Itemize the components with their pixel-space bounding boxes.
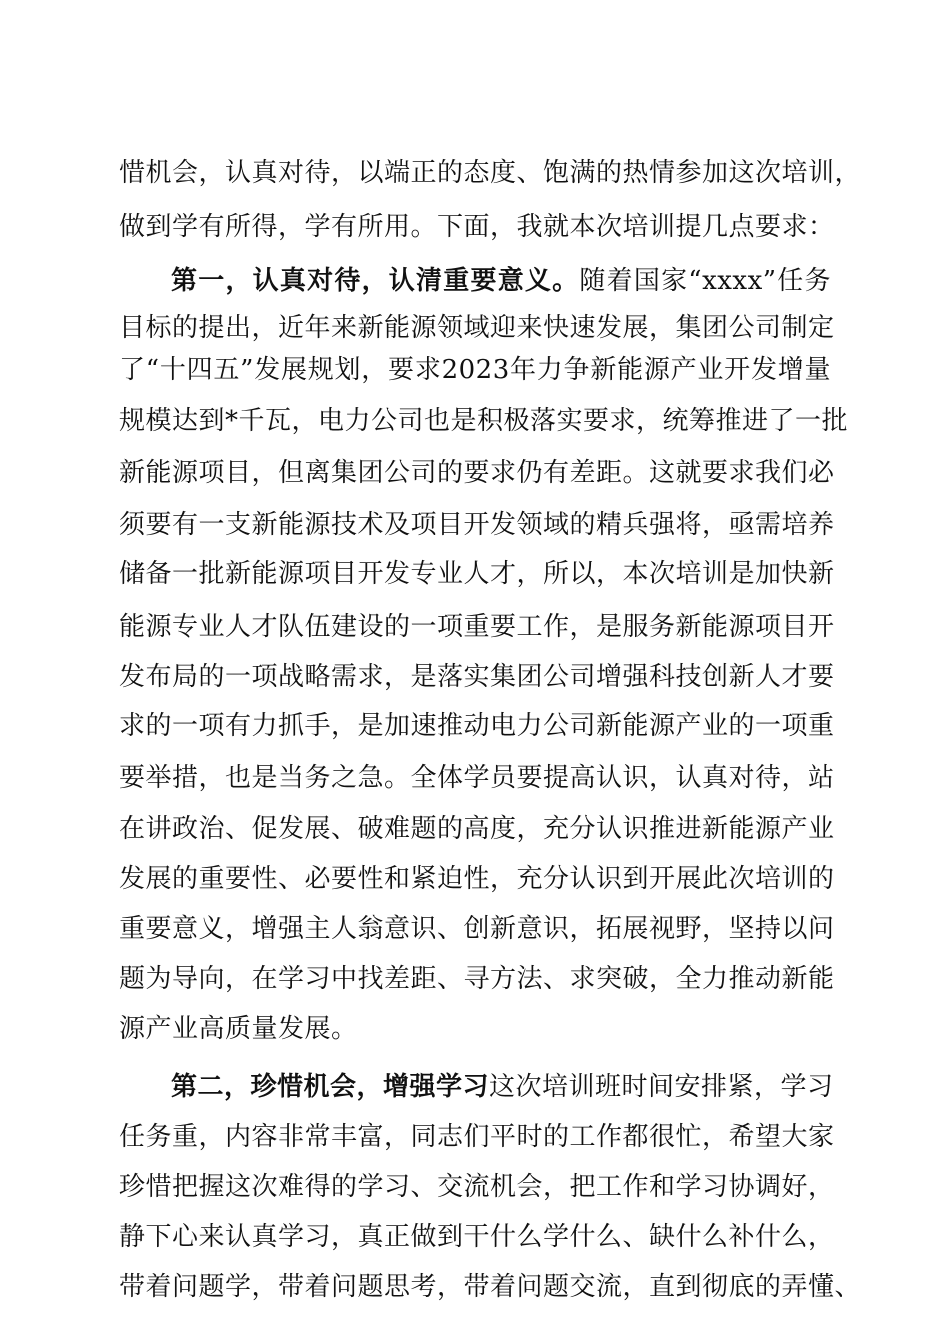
para3-line-1	[171, 1060, 834, 1114]
para2-line-1	[171, 254, 831, 308]
para2-line-1-text: 随着国家“xxxx”任务	[579, 266, 831, 296]
para2-line-2: 目标的提出，近年来新能源领域迎来快速发展，集团公司制定	[119, 313, 835, 343]
para2-line-16: 源产业高质量发展。	[119, 1014, 358, 1044]
para2-line-6: 须要有一支新能源技术及项目开发领域的精兵强将，亟需培养	[119, 510, 835, 540]
para2-line-14: 重要意义，增强主人翁意识、创新意识，拓展视野，坚持以问	[119, 914, 835, 944]
para2-line-3: 了“十四五”发展规划，要求2023年力争新能源产业开发增量	[119, 355, 831, 385]
para2-line-7: 储备一批新能源项目开发专业人才，所以，本次培训是加快新	[119, 559, 835, 589]
para3-line-5: 带着问题学，带着问题思考，带着问题交流，直到彻底的弄懂、	[119, 1272, 862, 1302]
para1-line-2: 做到学有所得，学有所用。下面，我就本次培训提几点要求：	[119, 212, 835, 242]
para2-line-9: 发布局的一项战略需求，是落实集团公司增强科技创新人才要	[119, 662, 835, 692]
para2-line-8: 能源专业人才队伍建设的一项重要工作，是服务新能源项目开	[119, 612, 835, 642]
para3-heading: 第二，珍惜机会，增强学习	[171, 1072, 490, 1102]
para3-line-2: 任务重，内容非常丰富，同志们平时的工作都很忙，希望大家	[119, 1122, 835, 1152]
para1-line-1: 惜机会，认真对待，以端正的态度、饱满的热情参加这次培训，	[119, 158, 862, 188]
para3-line-4: 静下心来认真学习，真正做到干什么学什么、缺什么补什么，	[119, 1222, 835, 1252]
para2-line-10: 求的一项有力抓手，是加速推动电力公司新能源产业的一项重	[119, 711, 835, 741]
para3-line-1-text: 这次培训班时间安排紧，学习	[489, 1072, 834, 1102]
para3-line-3: 珍惜把握这次难得的学习、交流机会，把工作和学习协调好，	[119, 1172, 835, 1202]
para2-heading: 第一，认真对待，认清重要意义。	[171, 266, 580, 296]
para2-line-15: 题为导向，在学习中找差距、寻方法、求突破，全力推动新能	[119, 964, 835, 994]
para2-line-5: 新能源项目，但离集团公司的要求仍有差距。这就要求我们必	[119, 458, 835, 488]
para2-line-12: 在讲政治、促发展、破难题的高度，充分认识推进新能源产业	[119, 814, 835, 844]
para2-line-11: 要举措，也是当务之急。全体学员要提高认识，认真对待，站	[119, 763, 835, 793]
para2-line-4: 规模达到*千瓦，电力公司也是积极落实要求，统筹推进了一批	[119, 406, 849, 436]
para2-line-13: 发展的重要性、必要性和紧迫性，充分认识到开展此次培训的	[119, 864, 835, 894]
